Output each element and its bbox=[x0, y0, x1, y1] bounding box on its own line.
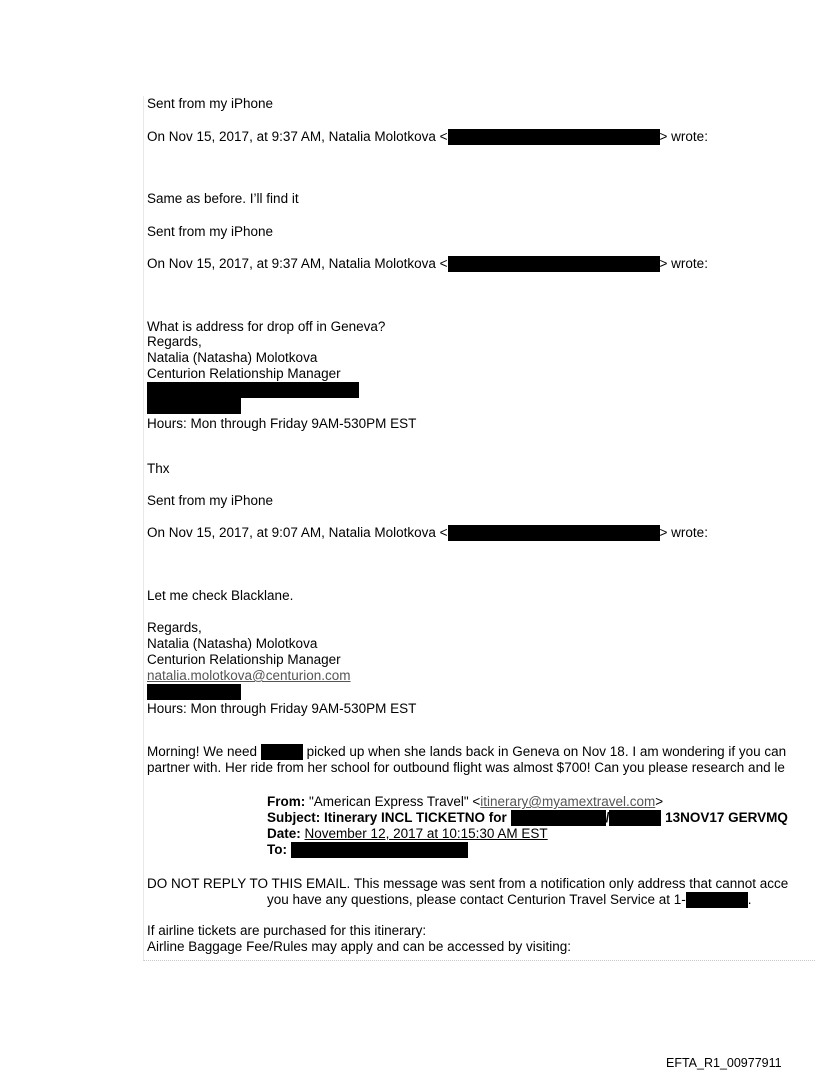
redaction-block bbox=[609, 810, 661, 826]
forward-from bbox=[267, 794, 663, 810]
reply-header-wrote: > wrote: bbox=[659, 256, 708, 271]
airline-info: Airline Baggage Fee/Rules may apply and can be accessed by visiting: bbox=[147, 939, 571, 954]
signature-regards: Regards, bbox=[147, 620, 202, 635]
signature-title: Centurion Relationship Manager bbox=[147, 652, 341, 667]
document-id: EFTA_R1_00977911 bbox=[666, 1056, 782, 1070]
forward-subject bbox=[267, 810, 788, 826]
forward-date bbox=[267, 826, 548, 842]
reply-header bbox=[147, 525, 708, 541]
signature-hours: Hours: Mon through Friday 9AM-530PM EST bbox=[147, 701, 417, 716]
redaction-block bbox=[686, 892, 748, 908]
message-text: Same as before. I’ll find it bbox=[147, 191, 299, 206]
forward-to bbox=[267, 842, 468, 858]
questions-text-part: you have any questions, please contact Centurion Travel Service at 1- bbox=[267, 892, 686, 907]
questions-text-end: . bbox=[747, 892, 752, 907]
reply-header bbox=[147, 129, 708, 145]
sent-from-iphone: Sent from my iPhone bbox=[147, 96, 274, 111]
redaction-block bbox=[291, 842, 468, 858]
signature-regards: Regards, bbox=[147, 334, 202, 349]
signature-name: Natalia (Natasha) Molotkova bbox=[147, 636, 318, 651]
to-label: To: bbox=[267, 842, 287, 857]
message-text: partner with. Her ride from her school for outbound flight was almost $700! Can you please research and le bbox=[147, 760, 785, 775]
date-label: Date: bbox=[267, 826, 301, 841]
message-text bbox=[147, 744, 786, 760]
signature-hours: Hours: Mon through Friday 9AM-530PM EST bbox=[147, 416, 417, 431]
redaction-block bbox=[448, 525, 660, 541]
subject-slash: / bbox=[605, 810, 610, 825]
message-text: Let me check Blacklane. bbox=[147, 588, 294, 603]
sent-from-iphone: Sent from my iPhone bbox=[147, 224, 274, 239]
message-text-part: picked up when she lands back in Geneva on Nov 18. I am wondering if you can bbox=[306, 744, 787, 759]
questions-text bbox=[267, 892, 752, 908]
from-email-link[interactable]: itinerary@myamextravel.com bbox=[480, 794, 656, 809]
sent-from-iphone: Sent from my iPhone bbox=[147, 493, 274, 508]
redaction-block bbox=[147, 382, 359, 398]
from-close: > bbox=[655, 794, 664, 809]
reply-header-wrote: > wrote: bbox=[659, 129, 708, 144]
signature-name: Natalia (Natasha) Molotkova bbox=[147, 350, 318, 365]
subject-label: Subject: bbox=[267, 810, 321, 825]
date-value: November 12, 2017 at 10:15:30 AM EST bbox=[304, 826, 548, 841]
reply-header-text: On Nov 15, 2017, at 9:07 AM, Natalia Molotkova < bbox=[147, 525, 448, 540]
redaction-block bbox=[448, 129, 660, 145]
message-text: What is address for drop off in Geneva? bbox=[147, 319, 386, 334]
reply-header-text: On Nov 15, 2017, at 9:37 AM, Natalia Molotkova < bbox=[147, 129, 448, 144]
reply-header-wrote: > wrote: bbox=[659, 525, 708, 540]
airline-info: If airline tickets are purchased for this itinerary: bbox=[147, 923, 427, 938]
redaction-block bbox=[147, 398, 241, 414]
redaction-block bbox=[511, 810, 606, 826]
message-text: Thx bbox=[147, 461, 170, 476]
subject-code: 13NOV17 GERVMQ bbox=[665, 810, 788, 825]
do-not-reply-text: DO NOT REPLY TO THIS EMAIL. This message was sent from a notification only address that cannot acce bbox=[147, 876, 789, 891]
redaction-block bbox=[448, 256, 660, 272]
redaction-block bbox=[261, 744, 303, 760]
subject-value: Itinerary INCL TICKETNO for bbox=[324, 810, 507, 825]
reply-header-text: On Nov 15, 2017, at 9:37 AM, Natalia Molotkova < bbox=[147, 256, 448, 271]
redaction-block bbox=[147, 684, 241, 700]
signature-title: Centurion Relationship Manager bbox=[147, 366, 341, 381]
message-text-part: Morning! We need bbox=[147, 744, 258, 759]
from-label: From: bbox=[267, 794, 306, 809]
reply-header bbox=[147, 256, 708, 272]
email-body bbox=[143, 96, 816, 961]
from-value: "American Express Travel" < bbox=[309, 794, 481, 809]
email-link[interactable]: natalia.molotkova@centurion.com bbox=[147, 668, 351, 683]
